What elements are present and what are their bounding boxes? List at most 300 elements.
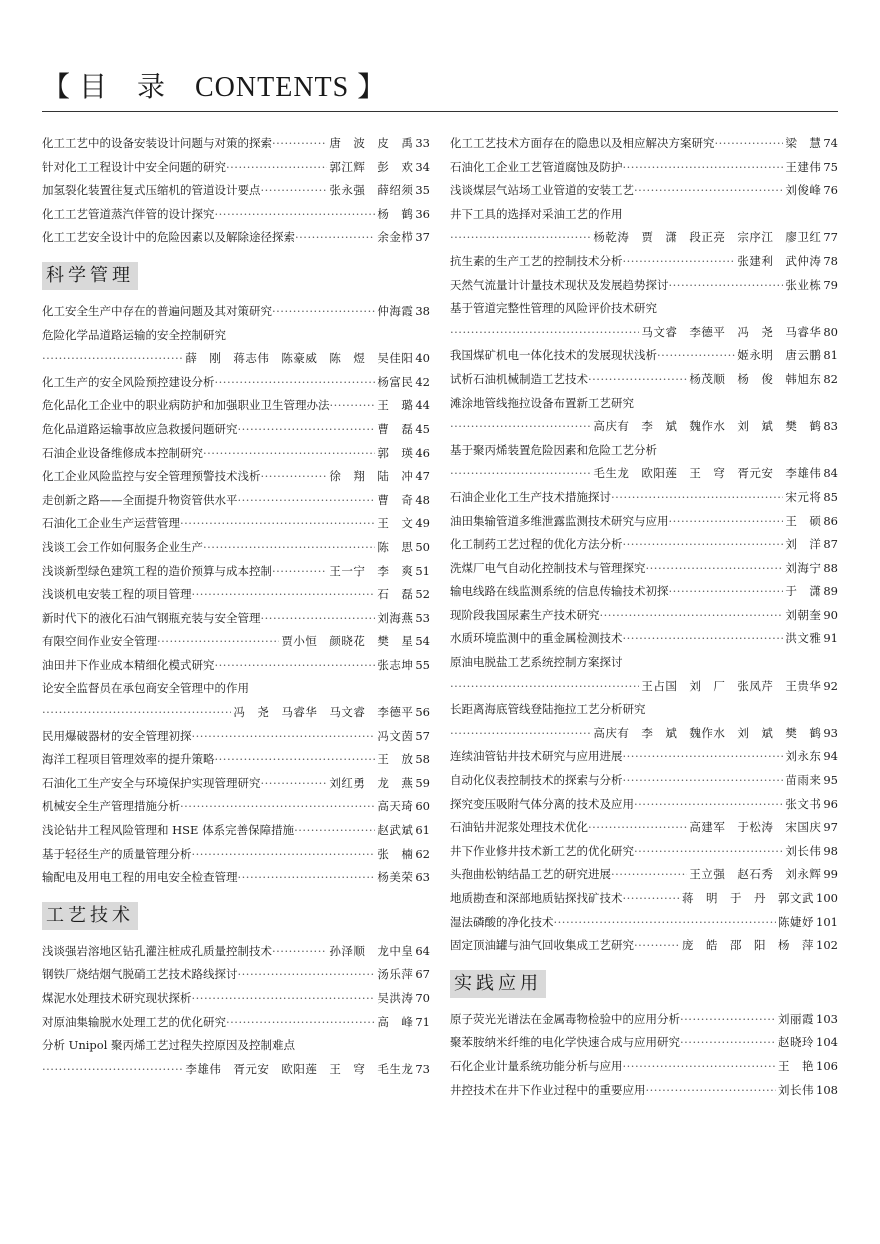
leader-dots xyxy=(611,863,687,887)
toc-entry[interactable] xyxy=(450,793,838,817)
entry-title: 危化品化工企业中的职业病防护和加强职业卫生管理办法 xyxy=(42,398,330,413)
entry-page: 55 xyxy=(415,657,430,672)
leader-dots xyxy=(42,347,183,371)
toc-entry[interactable] xyxy=(450,722,838,746)
leader-dots xyxy=(715,132,784,156)
leader-dots xyxy=(634,179,783,203)
leader-dots xyxy=(669,580,784,604)
entry-authors: 杨美荣 xyxy=(377,870,414,885)
leader-dots xyxy=(554,911,777,935)
entry-authors: 王 璐 xyxy=(377,398,414,413)
toc-entry[interactable] xyxy=(450,1079,838,1103)
entry-page: 73 xyxy=(415,1061,430,1076)
entry-title: 浅谈工会工作如何服务企业生产 xyxy=(42,539,203,554)
entry-authors: 梁 慧 xyxy=(785,136,822,150)
entry-page: 34 xyxy=(415,159,430,174)
toc-entry[interactable] xyxy=(42,701,430,725)
toc-entry[interactable] xyxy=(42,512,430,536)
entry-authors: 高天琦 xyxy=(377,799,414,814)
entry-page: 33 xyxy=(415,136,430,150)
leader-dots xyxy=(180,512,375,536)
toc-entry[interactable] xyxy=(42,300,430,324)
leader-dots xyxy=(192,843,376,867)
toc-entry[interactable] xyxy=(450,816,838,840)
toc-entry[interactable] xyxy=(42,583,430,607)
entry-title: 化工生产的安全风险预控建设分析 xyxy=(42,374,215,389)
leader-dots xyxy=(450,722,591,746)
entry-authors: 刘朝奎 xyxy=(785,607,822,622)
entry-authors: 刘红勇 龙 燕 xyxy=(329,775,414,790)
toc-entry[interactable] xyxy=(42,156,430,180)
entry-title: 石油钻井泥浆处理技术优化 xyxy=(450,820,588,835)
leader-dots xyxy=(680,1008,776,1032)
toc-entry[interactable] xyxy=(450,745,838,769)
entry-authors: 张文书 xyxy=(785,796,822,811)
entry-title: 聚苯胺纳米纤维的电化学快速合成与应用研究 xyxy=(450,1035,680,1050)
toc-entry[interactable] xyxy=(450,226,838,250)
entry-title: 石油企业设备维修成本控制研究 xyxy=(42,445,203,460)
entry-page: 35 xyxy=(415,183,430,198)
entry-authors: 薛 刚 蒋志伟 陈豪威 陈 煜 吴佳阳 xyxy=(185,351,414,366)
leader-dots xyxy=(330,394,376,418)
toc-entry[interactable] xyxy=(450,297,838,321)
entry-page: 60 xyxy=(415,799,430,814)
entry-title: 浅谈强岩溶地区钻孔灌注桩成孔质量控制技术 xyxy=(42,943,272,958)
entry-page: 84 xyxy=(823,466,838,481)
entry-page: 54 xyxy=(415,634,430,649)
entry-page: 71 xyxy=(415,1014,430,1029)
entry-title: 针对化工工程设计中安全问题的研究 xyxy=(42,159,226,174)
entry-title: 井下作业修井技术新工艺的优化研究 xyxy=(450,843,634,858)
entry-authors: 贾小恒 颜晓花 樊 星 xyxy=(281,634,414,649)
toc-entry[interactable] xyxy=(42,560,430,584)
entry-title: 油田集输管道多维泄露监测技术研究与应用 xyxy=(450,513,669,528)
entry-page: 108 xyxy=(816,1082,838,1097)
entry-authors: 杨 鹤 xyxy=(377,206,414,221)
entry-authors: 刘长伟 xyxy=(778,1082,815,1097)
entry-authors: 汤乐萍 xyxy=(377,967,414,982)
leader-dots xyxy=(226,156,327,180)
entry-page: 83 xyxy=(823,419,838,434)
entry-authors: 陈婕妤 xyxy=(778,914,815,929)
entry-title: 危险化学品道路运输的安全控制研究 xyxy=(42,327,226,342)
leader-dots xyxy=(450,321,639,345)
toc-entry[interactable] xyxy=(42,654,430,678)
toc-entry[interactable] xyxy=(42,795,430,819)
entry-title: 长距离海底管线登陆拖拉工艺分析研究 xyxy=(450,702,646,717)
entry-page: 37 xyxy=(415,230,430,245)
toc-entry[interactable] xyxy=(450,604,838,628)
leader-dots xyxy=(623,156,784,180)
entry-title: 钢铁厂烧结烟气脱硝工艺技术路线探讨 xyxy=(42,967,238,982)
entry-page: 85 xyxy=(823,489,838,504)
entry-page: 94 xyxy=(823,749,838,764)
entry-authors: 刘 洋 xyxy=(785,537,822,552)
entry-authors: 余金栉 xyxy=(377,230,414,245)
entry-authors: 张永强 薛绍须 xyxy=(329,183,414,198)
toc-entry[interactable] xyxy=(42,843,430,867)
entry-page: 52 xyxy=(415,587,430,602)
leader-dots xyxy=(623,769,784,793)
toc-entry[interactable] xyxy=(450,1008,838,1032)
entry-page: 48 xyxy=(415,492,430,507)
leader-dots xyxy=(238,489,376,513)
entry-title: 浅谈新型绿色建筑工程的造价预算与成本控制 xyxy=(42,563,272,578)
entry-page: 70 xyxy=(415,991,430,1005)
toc-entry[interactable] xyxy=(450,486,838,510)
leader-dots xyxy=(450,675,639,699)
entry-authors: 仲海霞 xyxy=(377,303,414,318)
entry-title: 输配电及用电工程的用电安全检查管理 xyxy=(42,870,238,885)
toc-entry[interactable] xyxy=(42,1058,430,1082)
entry-title: 油田井下作业成本精细化模式研究 xyxy=(42,657,215,672)
entry-title: 化工工艺管道蒸汽伴管的设计探究 xyxy=(42,206,215,221)
entry-authors: 张业栋 xyxy=(785,277,822,292)
entry-authors: 蒋 明 于 丹 郭文武 xyxy=(682,891,815,905)
toc-entry[interactable] xyxy=(450,911,838,935)
entry-page: 50 xyxy=(415,539,430,554)
entry-title: 化工工艺安全设计中的危险因素以及解除途径探索 xyxy=(42,230,295,245)
entry-authors: 刘丽霞 xyxy=(778,1011,815,1026)
entry-authors: 王立强 赵石秀 刘永辉 xyxy=(689,867,822,882)
entry-title: 新时代下的液化石油气钢瓶充装与安全管理 xyxy=(42,610,261,625)
entry-authors: 庞 皓 邵 阳 杨 萍 xyxy=(682,938,815,953)
entry-title: 走创新之路——全面提升物资管供水平 xyxy=(42,492,238,507)
entry-page: 90 xyxy=(823,607,838,622)
toc-entry[interactable] xyxy=(450,179,838,203)
entry-authors: 刘长伟 xyxy=(785,843,822,858)
leader-dots xyxy=(634,934,680,958)
entry-title: 湿法磷酸的净化技术 xyxy=(450,914,554,929)
section-heading-wrap xyxy=(450,958,838,1008)
entry-page: 61 xyxy=(415,823,430,838)
leader-dots xyxy=(238,963,376,987)
leader-dots xyxy=(180,795,375,819)
entry-page: 102 xyxy=(816,938,838,953)
entry-page: 98 xyxy=(823,843,838,858)
entry-page: 82 xyxy=(823,371,838,386)
leader-dots xyxy=(157,630,279,654)
entry-title: 试析石油机械制造工艺技术 xyxy=(450,371,588,386)
entry-authors: 王建伟 xyxy=(785,159,822,174)
toc-entry[interactable] xyxy=(42,203,430,227)
toc-entry[interactable] xyxy=(42,963,430,987)
entry-authors: 张 楠 xyxy=(377,846,414,861)
entry-title: 机械安全生产管理措施分析 xyxy=(42,799,180,814)
entry-authors: 王一宁 李 爽 xyxy=(329,563,414,578)
entry-title: 民用爆破器材的安全管理初探 xyxy=(42,728,192,743)
entry-title: 基于管道完整性管理的风险评价技术研究 xyxy=(450,301,657,316)
toc-entry[interactable] xyxy=(42,819,430,843)
toc-entry[interactable] xyxy=(450,580,838,604)
entry-title: 连续油管钻井技术研究与应用进展 xyxy=(450,749,623,764)
entry-authors: 宋元将 xyxy=(785,489,822,504)
entry-page: 91 xyxy=(823,631,838,646)
toc-entry[interactable] xyxy=(42,179,430,203)
entry-page: 59 xyxy=(415,775,430,790)
toc-entry[interactable] xyxy=(42,866,430,890)
entry-authors: 赵武斌 xyxy=(377,823,414,838)
toc-entry[interactable] xyxy=(450,344,838,368)
entry-authors: 孙泽顺 龙中皇 xyxy=(329,943,414,958)
entry-page: 103 xyxy=(816,1011,838,1026)
entry-page: 100 xyxy=(816,891,838,905)
entry-title: 基于轻径生产的质量管理分析 xyxy=(42,846,192,861)
leader-dots xyxy=(215,203,376,227)
leader-dots xyxy=(192,725,376,749)
page-title: 【 目 录 CONTENTS 】 xyxy=(42,72,387,103)
toc-entry[interactable] xyxy=(42,748,430,772)
toc-entry[interactable] xyxy=(42,418,430,442)
leader-dots xyxy=(261,772,328,796)
entry-authors: 杨茂顺 杨 俊 韩旭东 xyxy=(689,371,822,386)
entry-page: 45 xyxy=(415,421,430,436)
entry-authors: 郭 瑛 xyxy=(377,445,414,460)
entry-page: 79 xyxy=(823,277,838,292)
entry-page: 104 xyxy=(816,1035,838,1050)
toc-entry[interactable] xyxy=(42,465,430,489)
entry-authors: 姬永明 唐云鹏 xyxy=(737,348,822,363)
entry-page: 75 xyxy=(823,159,838,174)
entry-authors: 高建军 于松涛 宋国庆 xyxy=(689,820,822,835)
entry-authors: 高 峰 xyxy=(377,1014,414,1029)
leader-dots xyxy=(272,300,375,324)
entry-authors: 王占国 刘 厂 张凤芹 王贵华 xyxy=(641,678,822,693)
leader-dots xyxy=(623,533,784,557)
entry-authors: 王 文 xyxy=(377,516,414,531)
entry-title: 水质环境监测中的重金属检测技术 xyxy=(450,631,623,646)
entry-authors: 冯文茵 xyxy=(377,728,414,743)
entry-title: 井下工具的选择对采油工艺的作用 xyxy=(450,206,623,221)
entry-title: 浅谈煤层气站场工业管道的安装工艺 xyxy=(450,183,634,198)
leader-dots xyxy=(42,701,231,725)
toc-entry[interactable] xyxy=(42,536,430,560)
entry-authors: 刘俊峰 xyxy=(785,183,822,198)
entry-title: 石油化工生产安全与环境保护实现管理研究 xyxy=(42,775,261,790)
toc-entry[interactable] xyxy=(450,510,838,534)
entry-authors: 郭江辉 彭 欢 xyxy=(329,159,414,174)
toc-entry[interactable] xyxy=(450,675,838,699)
entry-title: 原油电脱盐工艺系统控制方案探讨 xyxy=(450,655,623,670)
entry-page: 80 xyxy=(823,324,838,339)
toc-entry[interactable] xyxy=(450,651,838,675)
leader-dots xyxy=(669,510,784,534)
toc-entry[interactable] xyxy=(450,321,838,345)
entry-title: 地质勘查和深部地质钻探找矿技术 xyxy=(450,891,623,905)
entry-page: 93 xyxy=(823,725,838,740)
toc-entry[interactable] xyxy=(42,1034,430,1058)
toc-entry[interactable] xyxy=(450,274,838,298)
toc-entry[interactable] xyxy=(42,630,430,654)
toc-entry[interactable] xyxy=(450,769,838,793)
leader-dots xyxy=(450,462,591,486)
leader-dots xyxy=(238,418,376,442)
toc-entry[interactable] xyxy=(450,533,838,557)
leader-dots xyxy=(294,819,375,843)
toc-entry[interactable] xyxy=(42,725,430,749)
leader-dots xyxy=(680,1031,776,1055)
toc-entry[interactable] xyxy=(42,371,430,395)
entry-title: 现阶段我国尿素生产技术研究 xyxy=(450,607,600,622)
entry-page: 53 xyxy=(415,610,430,625)
entry-page: 97 xyxy=(823,820,838,835)
toc-entry[interactable] xyxy=(42,394,430,418)
leader-dots xyxy=(272,940,327,964)
leader-dots xyxy=(623,887,681,911)
leader-dots xyxy=(600,604,784,628)
leader-dots xyxy=(669,274,784,298)
entry-authors: 张志坤 xyxy=(377,657,414,672)
entry-title: 对原油集输脱水处理工艺的优化研究 xyxy=(42,1014,226,1029)
leader-dots xyxy=(261,607,376,631)
entry-page: 63 xyxy=(415,870,430,885)
entry-title: 浅论钻井工程风险管理和 HSE 体系完善保障措施 xyxy=(42,823,295,838)
leader-dots xyxy=(611,486,783,510)
entry-page: 92 xyxy=(823,678,838,693)
leader-dots xyxy=(450,226,591,250)
entry-authors: 马文睿 李德平 冯 尧 马睿华 xyxy=(641,324,822,339)
entry-page: 101 xyxy=(816,914,838,929)
entry-authors: 吴洪涛 xyxy=(377,991,414,1005)
entry-authors: 毛生龙 欧阳莲 王 穹 胥元安 李雄伟 xyxy=(593,466,822,481)
leader-dots xyxy=(215,654,376,678)
entry-authors: 赵晓玲 xyxy=(778,1035,815,1050)
toc-entry[interactable] xyxy=(450,840,838,864)
entry-page: 95 xyxy=(823,773,838,788)
entry-authors: 刘永东 xyxy=(785,749,822,764)
entry-page: 47 xyxy=(415,469,430,484)
toc-entry[interactable] xyxy=(450,863,838,887)
entry-title: 固定顶油罐与油气回收集成工艺研究 xyxy=(450,938,634,953)
toc-entry[interactable] xyxy=(450,462,838,486)
leader-dots xyxy=(295,226,375,250)
entry-title: 化工企业风险监控与安全管理预警技术浅析 xyxy=(42,469,261,484)
leader-dots xyxy=(588,368,687,392)
toc-entry[interactable] xyxy=(450,250,838,274)
toc-entry[interactable] xyxy=(42,489,430,513)
entry-authors: 高庆有 李 斌 魏作水 刘 斌 樊 鹤 xyxy=(593,725,822,740)
toc-entry[interactable] xyxy=(42,607,430,631)
leader-dots xyxy=(623,1055,777,1079)
leader-dots xyxy=(272,132,327,156)
toc-entry[interactable] xyxy=(450,392,838,416)
toc-entry[interactable] xyxy=(450,557,838,581)
entry-title: 滩涂地管线拖拉设备布置新工艺研究 xyxy=(450,395,634,410)
toc-entry[interactable] xyxy=(450,415,838,439)
toc-entry[interactable] xyxy=(450,132,838,156)
entry-page: 56 xyxy=(415,705,430,720)
entry-authors: 冯 尧 马睿华 马文睿 李德平 xyxy=(233,705,414,720)
entry-title: 加氢裂化装置往复式压缩机的管道设计要点 xyxy=(42,183,261,198)
leader-dots xyxy=(634,840,783,864)
entry-title: 石油化工企业工艺管道腐蚀及防护 xyxy=(450,159,623,174)
entry-title: 化工工艺技术方面存在的隐患以及相应解决方案研究 xyxy=(450,136,715,150)
toc-entry[interactable] xyxy=(450,887,838,911)
entry-title: 化工安全生产中存在的普遍问题及其对策研究 xyxy=(42,303,272,318)
leader-dots xyxy=(261,179,328,203)
toc-entry[interactable] xyxy=(450,439,838,463)
leader-dots xyxy=(215,748,376,772)
entry-authors: 洪文雅 xyxy=(785,631,822,646)
entry-title: 头孢曲松钠结晶工艺的研究进展 xyxy=(450,867,611,882)
leader-dots xyxy=(203,442,375,466)
entry-title: 石油企业化工生产技术措施探讨 xyxy=(450,489,611,504)
toc-entry[interactable] xyxy=(450,203,838,227)
entry-authors: 刘海宁 xyxy=(785,560,822,575)
toc-entry[interactable] xyxy=(450,934,838,958)
leader-dots xyxy=(272,560,327,584)
entry-authors: 高庆有 李 斌 魏作水 刘 斌 樊 鹤 xyxy=(593,419,822,434)
toc-entry[interactable] xyxy=(42,347,430,371)
entry-title: 论安全监督员在承包商安全管理中的作用 xyxy=(42,681,249,696)
entry-authors: 陈 思 xyxy=(377,539,414,554)
toc-entry[interactable] xyxy=(42,1011,430,1035)
entry-page: 62 xyxy=(415,846,430,861)
entry-page: 76 xyxy=(823,183,838,198)
entry-authors: 于 潇 xyxy=(785,584,822,599)
section-heading: 实践应用 xyxy=(450,970,546,998)
toc-entry[interactable] xyxy=(450,368,838,392)
entry-title: 化工制药工艺过程的优化方法分析 xyxy=(450,537,623,552)
entry-authors: 曹 奇 xyxy=(377,492,414,507)
entry-page: 40 xyxy=(415,351,430,366)
toc-entry[interactable] xyxy=(42,677,430,701)
entry-page: 46 xyxy=(415,445,430,460)
toc-entry[interactable] xyxy=(42,772,430,796)
leader-dots xyxy=(588,816,687,840)
toc-entry[interactable] xyxy=(450,698,838,722)
entry-page: 36 xyxy=(415,206,430,221)
toc-entry[interactable] xyxy=(42,442,430,466)
toc-entry[interactable] xyxy=(42,132,430,156)
leader-dots xyxy=(192,987,376,1011)
entry-page: 106 xyxy=(816,1058,838,1073)
toc-entry[interactable] xyxy=(450,156,838,180)
entry-page: 78 xyxy=(823,253,838,268)
entry-title: 浅谈机电安装工程的项目管理 xyxy=(42,587,192,602)
leader-dots xyxy=(192,583,376,607)
entry-authors: 曹 磊 xyxy=(377,421,414,436)
toc-entry[interactable] xyxy=(42,324,430,348)
leader-dots xyxy=(42,1058,183,1082)
toc-entry[interactable] xyxy=(450,1031,838,1055)
leader-dots xyxy=(623,250,736,274)
toc-entry[interactable] xyxy=(42,987,430,1011)
leader-dots xyxy=(226,1011,375,1035)
right-column xyxy=(450,132,838,1102)
entry-page: 67 xyxy=(415,967,430,982)
entry-title: 洗煤厂电气自动化控制技术与管理探究 xyxy=(450,560,646,575)
entry-page: 49 xyxy=(415,516,430,531)
toc-entry[interactable] xyxy=(450,627,838,651)
entry-title: 危化品道路运输事故应急救援问题研究 xyxy=(42,421,238,436)
entry-title: 抗生素的生产工艺的控制技术分析 xyxy=(450,253,623,268)
entry-title: 有限空间作业安全管理 xyxy=(42,634,157,649)
entry-page: 64 xyxy=(415,943,430,958)
leader-dots xyxy=(450,415,591,439)
section-heading: 工艺技术 xyxy=(42,902,138,930)
entry-authors: 唐 波 皮 禹 xyxy=(329,136,414,150)
leader-dots xyxy=(646,557,784,581)
entry-page: 44 xyxy=(415,398,430,413)
entry-title: 石化企业计量系统功能分析与应用 xyxy=(450,1058,623,1073)
entry-page: 87 xyxy=(823,537,838,552)
toc-entry[interactable] xyxy=(42,940,430,964)
toc-entry[interactable] xyxy=(450,1055,838,1079)
toc-entry[interactable] xyxy=(42,226,430,250)
entry-page: 81 xyxy=(823,348,838,363)
entry-page: 77 xyxy=(823,230,838,245)
